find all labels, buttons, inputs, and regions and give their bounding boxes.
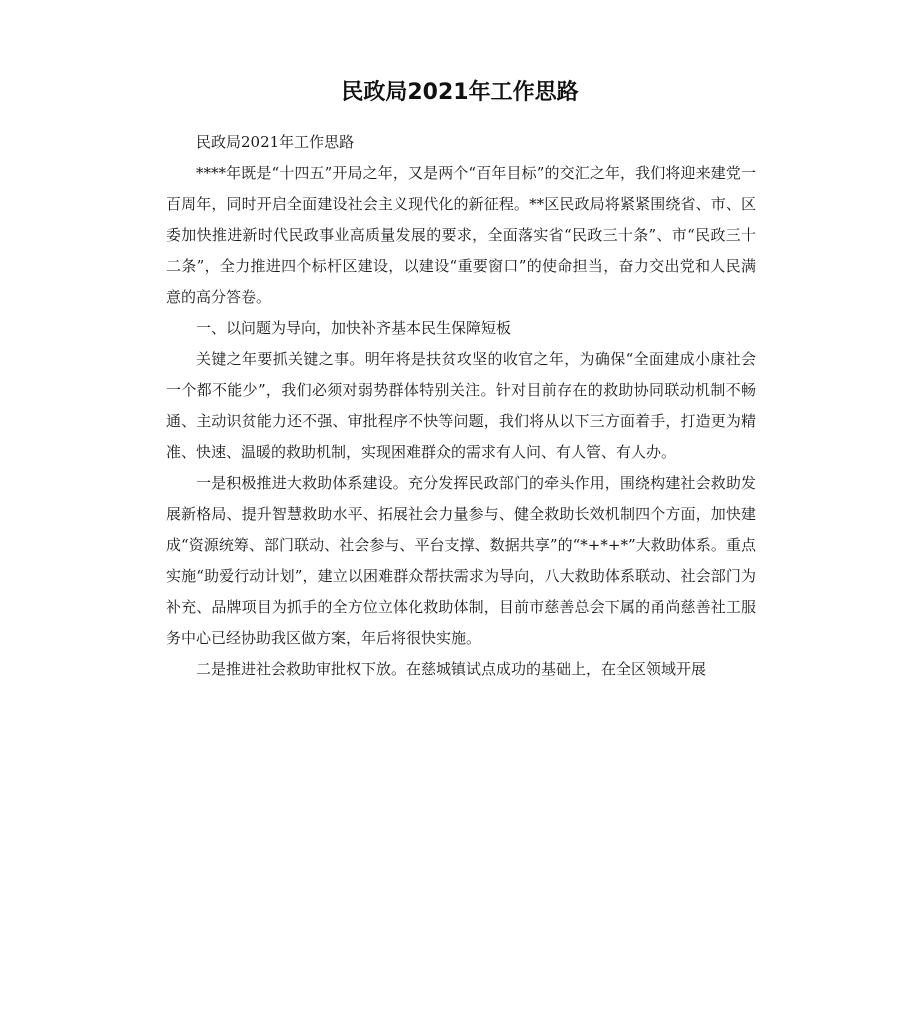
document-title: 民政局2021年工作思路 xyxy=(341,79,579,105)
document-body xyxy=(166,127,756,685)
paragraph-point-1: 一是积极推进大救助体系建设。充分发挥民政部门的牵头作用，围绕构建社会救助发展新格局、提升智慧救助水平、拓展社会力量参与、健全救助长效机制四个方面，加快建成“资源统筹、部门联动、社会参与、平台支撑、数据共享”的“*+*+*”大救助体系。重点实施“助爱行动计划”，建立以困难群众帮扶需求为导向，八大救助体系联动、社会部门为补充、品牌项目为抓手的全方位立体化救助体制，目前市慈善总会下属的甬尚慈善社工服务中心已经协助我区做方案，年后将很快实施。 xyxy=(166,474,756,647)
paragraph-point-2: 二是推进社会救助审批权下放。在慈城镇试点成功的基础上，在全区领域开展 xyxy=(196,660,707,678)
paragraph-intro: ****年既是“十四五”开局之年，又是两个“百年目标”的交汇之年，我们将迎来建党一百周年，同时开启全面建设社会主义现代化的新征程。**区民政局将紧紧围绕省、市、区委加快推进新时代民政事业高质量发展的要求，全面落实省“民政三十条”、市“民政三十二条”，全力推进四个标杆区建设，以建设“重要窗口”的使命担当，奋力交出党和人民满意的高分答卷。 xyxy=(166,164,756,306)
paragraph-subtitle: 民政局2021年工作思路 xyxy=(196,133,355,151)
section-heading-1: 一、以问题为导向，加快补齐基本民生保障短板 xyxy=(196,319,512,337)
paragraph-key-year: 关键之年要抓关键之事。明年将是扶贫攻坚的收官之年，为确保“全面建成小康社会一个都不能少”，我们必须对弱势群体特别关注。针对目前存在的救助协同联动机制不畅通、主动识贫能力还不强、审批程序不快等问题，我们将从以下三方面着手，打造更为精准、快速、温暖的救助机制，实现困难群众的需求有人问、有人管、有人办。 xyxy=(166,350,756,461)
